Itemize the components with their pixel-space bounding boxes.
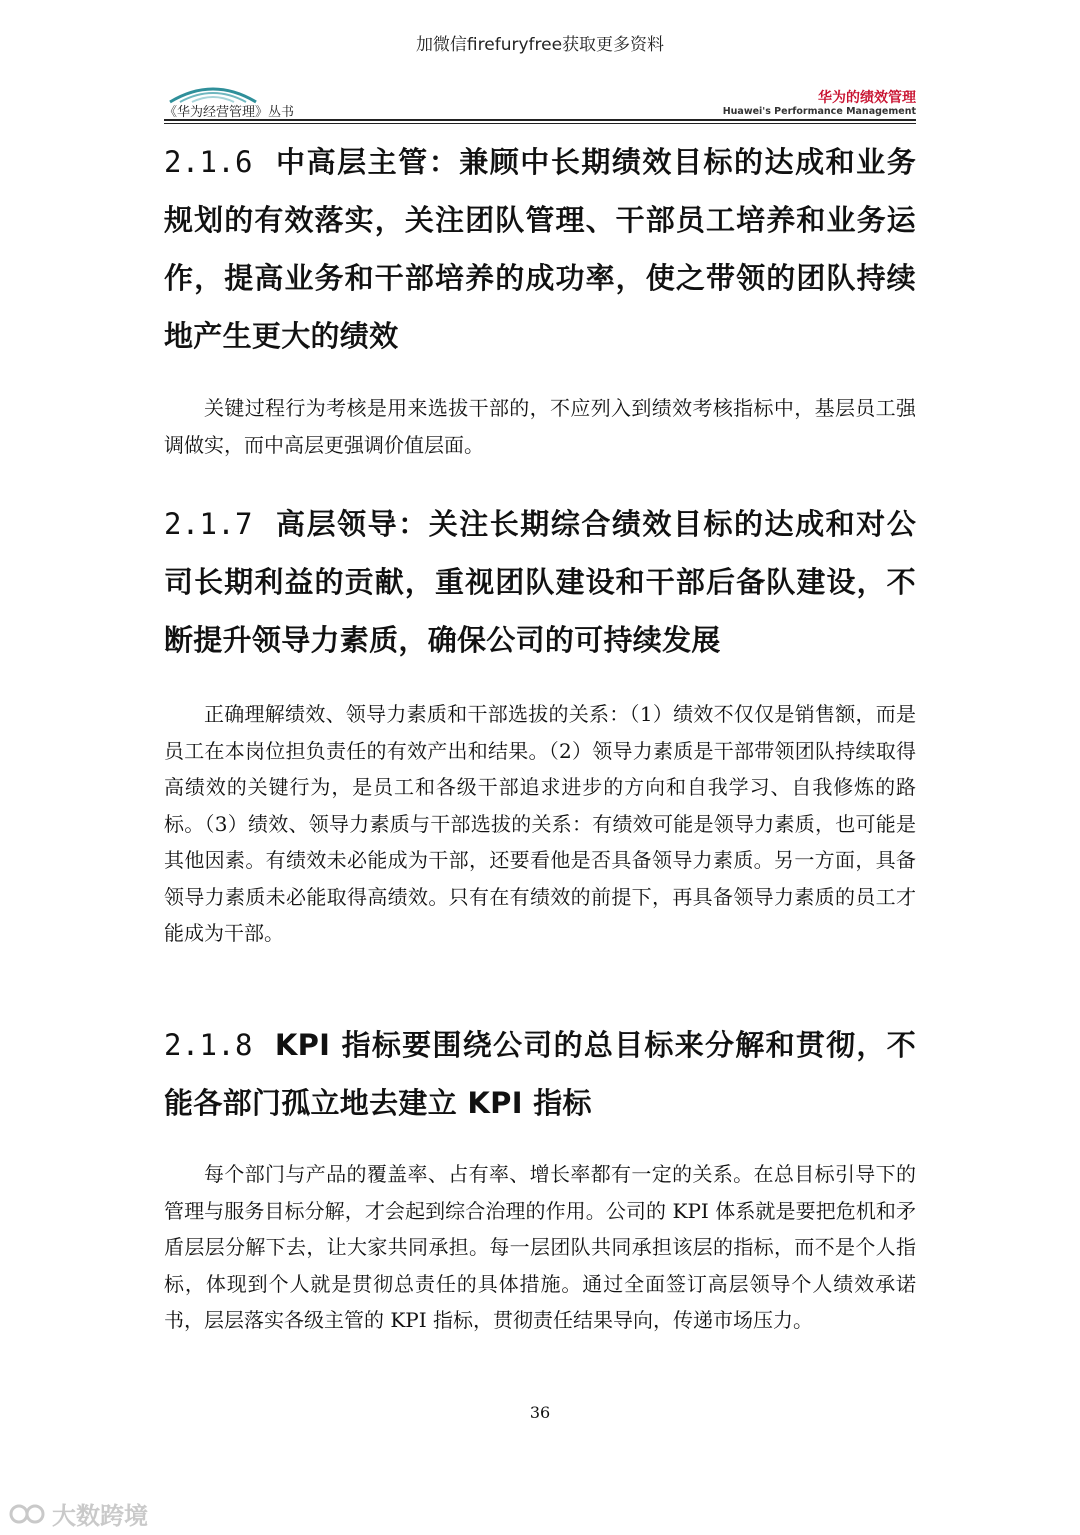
brand-title: 华为的绩效管理 <box>818 90 916 106</box>
section-number: 2.1.8 <box>164 1028 253 1062</box>
section-number: 2.1.6 <box>164 145 253 179</box>
section-heading <box>164 495 916 669</box>
section-title: KPI 指标要围绕公司的总目标来分解和贯彻，不能各部门孤立地去建立 KPI 指标 <box>164 1028 916 1120</box>
section-number: 2.1.7 <box>164 507 253 541</box>
section-title: 中高层主管：兼顾中长期绩效目标的达成和业务规划的有效落实，关注团队管理、干部员工培养和业务运作，提高业务和干部培养的成功率，使之带领的团队持续地产生更大的绩效 <box>164 145 916 353</box>
brand-subtitle: Huawei's Performance Management <box>722 106 916 117</box>
header-rule-thin <box>164 123 916 124</box>
watermark-logo-icon <box>8 1501 48 1527</box>
section-heading <box>164 133 916 365</box>
watermark <box>8 1496 148 1531</box>
section-title: 高层领导：关注长期综合绩效目标的达成和对公司长期利益的贡献，重视团队建设和干部后备队建设，不断提升领导力素质，确保公司的可持续发展 <box>164 507 916 657</box>
brand-block <box>723 90 916 117</box>
page-number: 36 <box>529 1403 551 1422</box>
section-body: 每个部门与产品的覆盖率、占有率、增长率都有一定的关系。在总目标引导下的管理与服务目标分解，才会起到综合治理的作用。公司的 KPI 体系就是要把危机和矛盾层层分解下去，让大家共同承担。每一层团队共同承担该层的指标，而不是个人指标，体现到个人就是贯彻总责任的具体措施。通过全面签订高层领导个人绩效承诺书，层层落实各级主管的 KPI 指标，贯彻责任结果导向，传递市场压力。 <box>164 1162 916 1332</box>
header-rule <box>164 119 916 121</box>
top-note: 加微信firefuryfree获取更多资料 <box>415 35 665 55</box>
watermark-text: 大数跨境 <box>52 1502 148 1530</box>
section-body: 关键过程行为考核是用来选拔干部的，不应列入到绩效考核指标中，基层员工强调做实，而中高层更强调价值层面。 <box>164 396 916 457</box>
section-heading <box>164 1016 916 1132</box>
section-body: 正确理解绩效、领导力素质和干部选拔的关系：（1）绩效不仅仅是销售额，而是员工在本岗位担负责任的有效产出和结果。（2）领导力素质是干部带领团队持续取得高绩效的关键行为，是员工和各级干部追求进步的方向和自我学习、自我修炼的路标。（3）绩效、领导力素质与干部选拔的关系：有绩效可能是领导力素质，也可能是其他因素。有绩效未必能成为干部，还要看他是否具备领导力素质。另一方面，具备领导力素质未必能取得高绩效。只有在有绩效的前提下，再具备领导力素质的员工才能成为干部。 <box>164 702 916 945</box>
series-title: 《华为经营管理》丛书 <box>164 105 295 120</box>
